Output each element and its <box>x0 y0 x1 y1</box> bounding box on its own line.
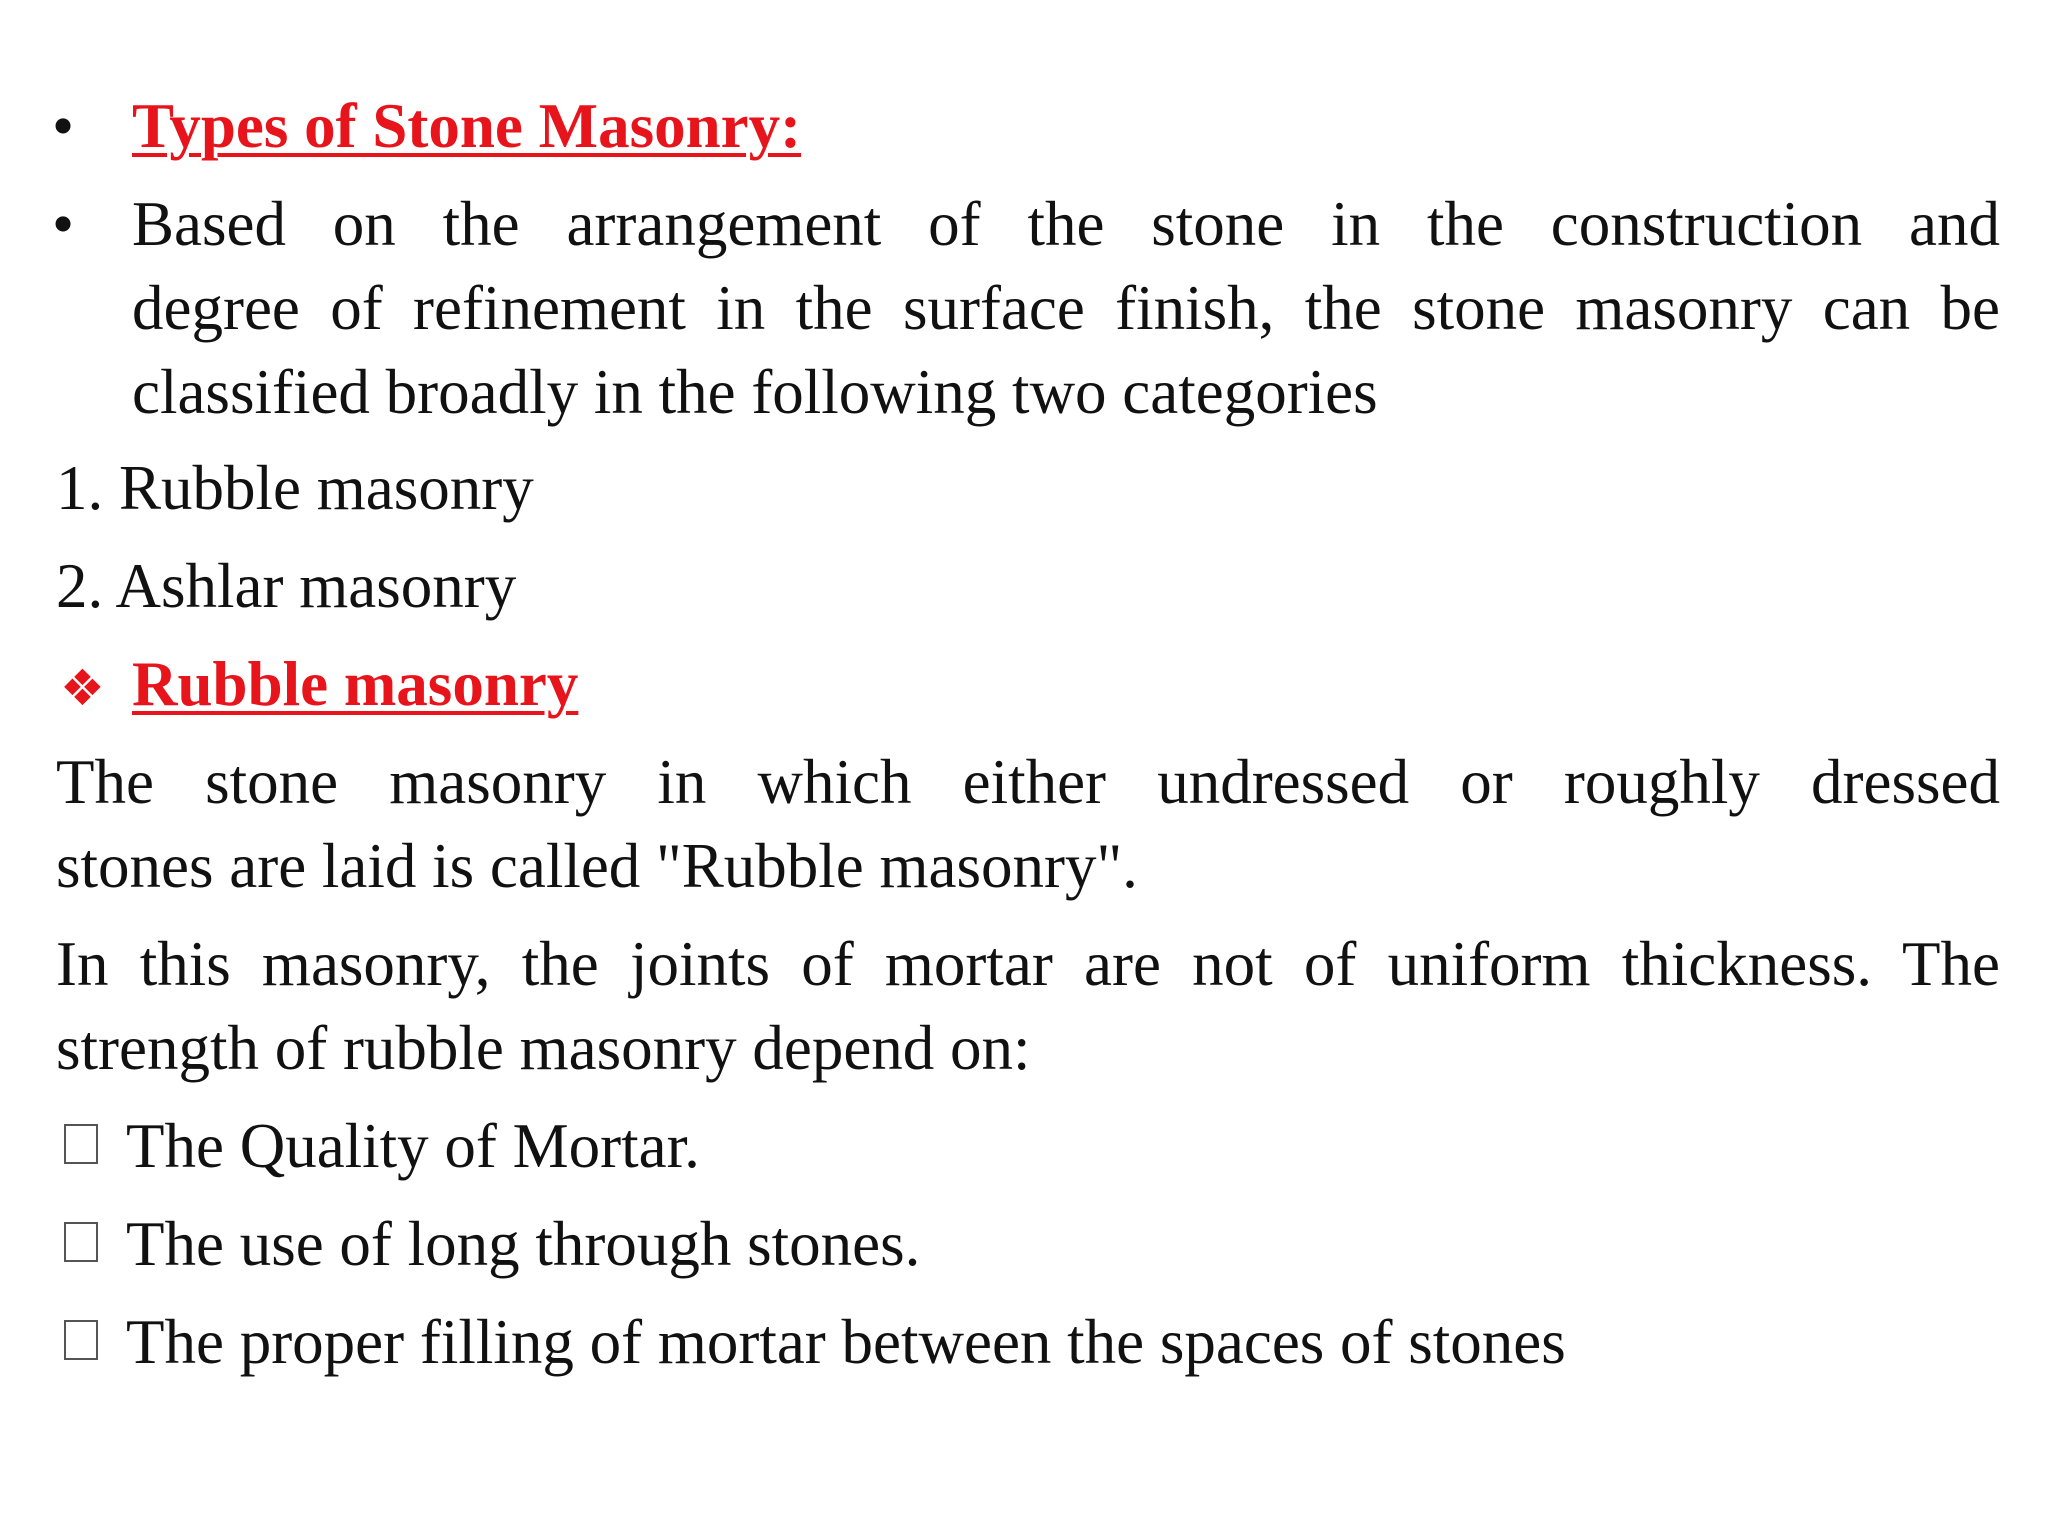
slide-heading: Types of Stone Masonry: <box>132 91 802 161</box>
intro-line: classified broadly in the following two categories <box>132 357 1378 427</box>
bullet-dot: • <box>52 91 75 161</box>
intro-line: degree of refinement in the surface finish, the stone masonry can be <box>132 273 2000 343</box>
intro-line: Based on the arrangement of the stone in the construction and <box>132 189 2000 259</box>
bullet-dot: • <box>52 189 75 259</box>
definition-line: The stone masonry in which either undressed or roughly dressed <box>56 747 2000 817</box>
definition-line: stones are laid is called "Rubble masonry". <box>56 831 1138 901</box>
factor-item: The use of long through stones. <box>126 1209 921 1279</box>
joints-paragraph <box>56 922 2000 1090</box>
subheading-rubble-masonry: Rubble masonry <box>132 649 579 719</box>
definition-paragraph <box>56 740 2000 908</box>
factor-item: The proper filling of mortar between the spaces of stones <box>126 1307 1566 1377</box>
factor-item: The Quality of Mortar. <box>126 1111 700 1181</box>
joints-line: In this masonry, the joints of mortar are not of uniform thickness. The <box>56 929 2000 999</box>
intro-paragraph <box>132 182 2000 434</box>
checkbox-icon <box>64 1124 98 1164</box>
category-item: 2. Ashlar masonry <box>56 551 517 621</box>
checkbox-icon <box>64 1222 98 1262</box>
joints-line: strength of rubble masonry depend on: <box>56 1013 1031 1083</box>
diamond-bullet-icon: ❖ <box>60 659 105 717</box>
category-item: 1. Rubble masonry <box>56 453 534 523</box>
checkbox-icon <box>64 1320 98 1360</box>
